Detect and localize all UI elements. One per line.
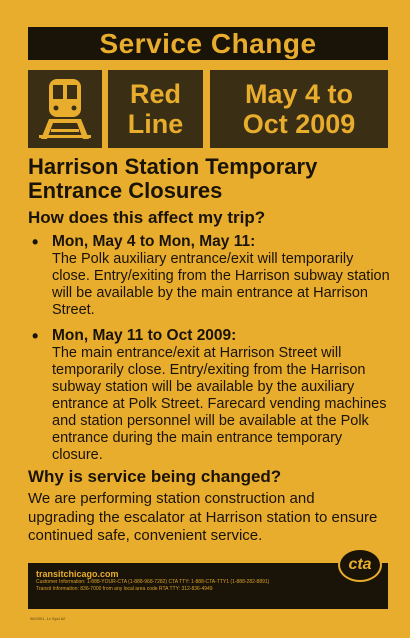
section-affect-title: How does this affect my trip? — [28, 208, 266, 227]
footer — [28, 563, 388, 609]
footer-contact-line1: Customer Information: 1-888-YOUR-CTA (1-888-968-7282) CTA TTY: 1-888-CTA-TTY1 (1-888-282-8891) — [36, 579, 270, 585]
date-range-line1: May 4 to — [244, 79, 354, 109]
bullet-icon: • — [32, 326, 39, 346]
item-title: Mon, May 11 to Oct 2009: — [52, 327, 237, 344]
bullet-icon: • — [32, 232, 39, 252]
footer-website-link[interactable]: transitchicago.com — [36, 569, 119, 579]
train-icon — [35, 77, 95, 141]
route-name-line2: Line — [127, 109, 184, 139]
train-icon-panel — [28, 70, 102, 148]
change-list — [28, 233, 390, 472]
list-item — [28, 327, 390, 464]
item-body: The Polk auxiliary entrance/exit will temporarily close. Entry/exiting from the Harrison subway station will be available by the main entrance at Harrison Street. — [52, 251, 390, 318]
route-name-panel — [108, 70, 203, 148]
date-range-panel — [210, 70, 388, 148]
print-code: 06/2001, 1x Spcl #2 — [30, 616, 66, 621]
cta-logo-icon: cta — [338, 548, 382, 582]
list-item — [28, 233, 390, 319]
section-why-title: Why is service being changed? — [28, 467, 282, 486]
item-title: Mon, May 4 to Mon, May 11: — [52, 233, 256, 250]
service-change-banner: Service Change — [28, 27, 388, 60]
route-name-line1: Red — [129, 79, 181, 109]
footer-contact-line2: Transit Information: 836-7000 from any local area code RTA TTY: 312-836-4949 — [36, 586, 213, 592]
headline — [28, 155, 393, 203]
item-body: The main entrance/exit at Harrison Street will temporarily close. Entry/exiting from the Harrison subway station will be available by the auxiliary entrance at Polk Street. Farecard vending machines and station personnel will be available at the Polk entrance during the main entrance temporary closure. — [52, 345, 387, 463]
headline-line2: Entrance Closures — [28, 178, 223, 203]
section-why-body: We are performing station construction and upgrading the escalator at Harrison station to ensure continued safe, convenient service. — [28, 490, 378, 544]
date-range-line2: Oct 2009 — [242, 109, 356, 139]
headline-line1: Harrison Station Temporary — [28, 154, 318, 179]
